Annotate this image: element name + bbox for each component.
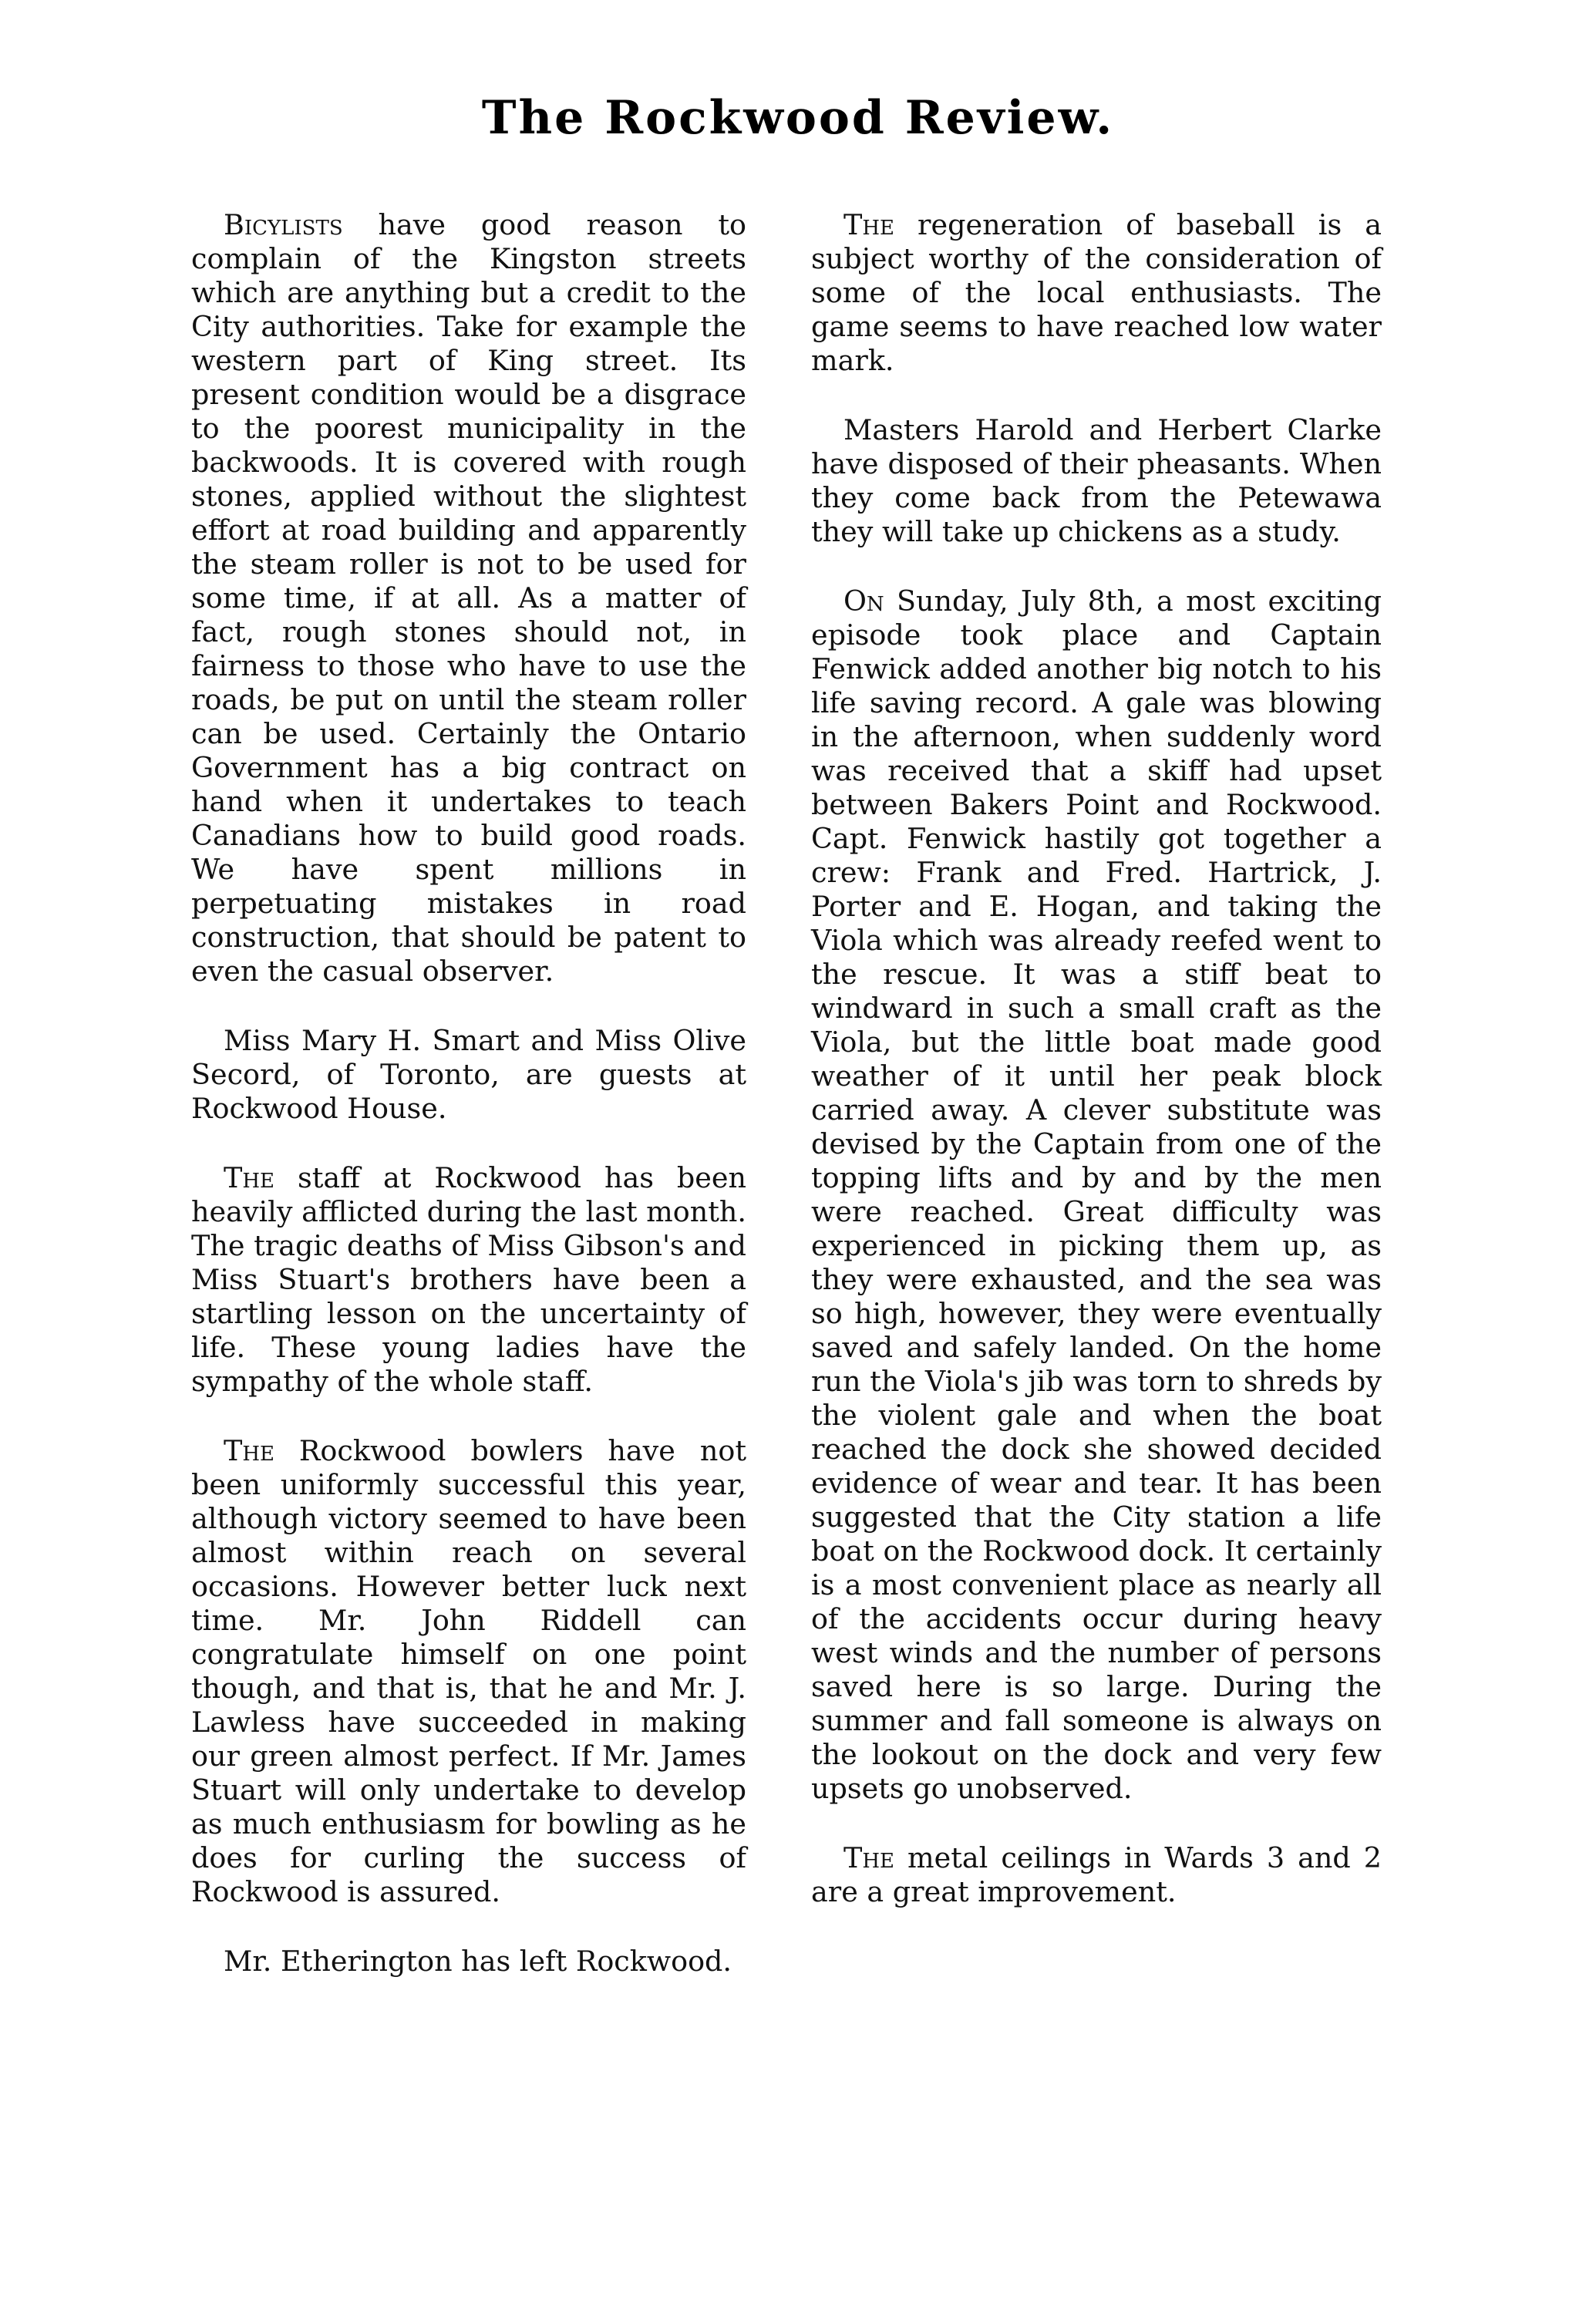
lead-word: The bbox=[224, 1161, 274, 1194]
article-text: metal ceilings in Wards 3 and 2 are a great improvement. bbox=[811, 1841, 1382, 1908]
article-guests bbox=[191, 1024, 746, 1126]
lead-word: Bicylists bbox=[224, 208, 343, 241]
article-ceilings bbox=[811, 1841, 1382, 1909]
lead-word: The bbox=[843, 208, 894, 241]
lead-word: The bbox=[224, 1434, 274, 1467]
left-column bbox=[191, 208, 746, 2014]
article-pheasants bbox=[811, 413, 1382, 549]
article-text: have good reason to complain of the Kingston streets which are anything but a credit to the City authorities. Take for example the western part of King street. Its present condition would be a disgrace to the poorest municipality in the backwoods. It is covered with rough stones, applied without the slightest effort at road building and apparently the steam roller is not to be used for some time, if at all. As a matter of fact, rough stones should not, in fairness to those who have to use the roads, be put on until the steam roller can be used. Certainly the Ontario Government has a big contract on hand when it undertakes to teach Canadians how to build good roads. We have spent millions in perpetuating mistakes in road construction, that should be patent to even the casual observer. bbox=[191, 208, 746, 988]
lead-word: The bbox=[843, 1841, 894, 1874]
masthead-title: The Rockwood Review. bbox=[481, 91, 1115, 145]
article-bowlers bbox=[191, 1434, 746, 1909]
article-staff bbox=[191, 1161, 746, 1399]
article-text: Masters Harold and Herbert Clarke have disposed of their pheasants. When they come back from the Petewawa they will take up chickens as a study. bbox=[811, 413, 1382, 548]
article-baseball bbox=[811, 208, 1382, 378]
article-text: Miss Mary H. Smart and Miss Olive Secord, of Toronto, are guests at Rockwood House. bbox=[191, 1024, 746, 1125]
article-bicyclists bbox=[191, 208, 746, 988]
article-etherington bbox=[191, 1945, 746, 1979]
right-column bbox=[811, 208, 1382, 1945]
article-text: Rockwood bowlers have not been uniformly successful this year, although victory seemed to have been almost within reach on several occasions. However better luck next time. Mr. John Riddell can congratulate himself on one point though, and that is, that he and Mr. J. Lawless have succeeded in making our green almost perfect. If Mr. James Stuart will only undertake to develop as much enthusiasm for bowling as he does for curling the success of Rockwood is assured. bbox=[191, 1434, 746, 1908]
lead-word: On bbox=[843, 584, 884, 618]
article-rescue bbox=[811, 584, 1382, 1806]
article-text: regeneration of baseball is a subject worthy of the consideration of some of the local enthusiasts. The game seems to have reached low water mark. bbox=[811, 208, 1382, 377]
article-text: staff at Rockwood has been heavily afflicted during the last month. The tragic deaths of Miss Gibson's and Miss Stuart's brothers have been a startling lesson on the uncertainty of life. These young ladies have the sympathy of the whole staff. bbox=[191, 1161, 746, 1398]
article-text: Sunday, July 8th, a most exciting episode took place and Captain Fenwick added another big notch to his life saving record. A gale was blowing in the afternoon, when suddenly word was received that a skiff had upset between Bakers Point and Rockwood. Capt. Fenwick hastily got together a crew: Frank and Fred. Hartrick, J. Porter and E. Hogan, and taking the Viola which was already reefed went to the rescue. It was a stiff beat to windward in such a small craft as the Viola, but the little boat made good weather of it until her peak block carried away. A clever substitute was devised by the Captain from one of the topping lifts and by and by the men were reached. Great difficulty was experienced in picking them up, as they were exhausted, and the sea was so high, however, they were eventually saved and safely landed. On the home run the Viola's jib was torn to shreds by the violent gale and when the boat reached the dock she showed decided evidence of wear and tear. It has been suggested that the City station a life boat on the Rockwood dock. It certainly is a most convenient place as nearly all of the accidents occur during heavy west winds and the number of persons saved here is so large. During the summer and fall someone is always on the lookout on the dock and very few upsets go unobserved. bbox=[811, 584, 1382, 1805]
article-text: Mr. Etherington has left Rockwood. bbox=[224, 1945, 732, 1978]
